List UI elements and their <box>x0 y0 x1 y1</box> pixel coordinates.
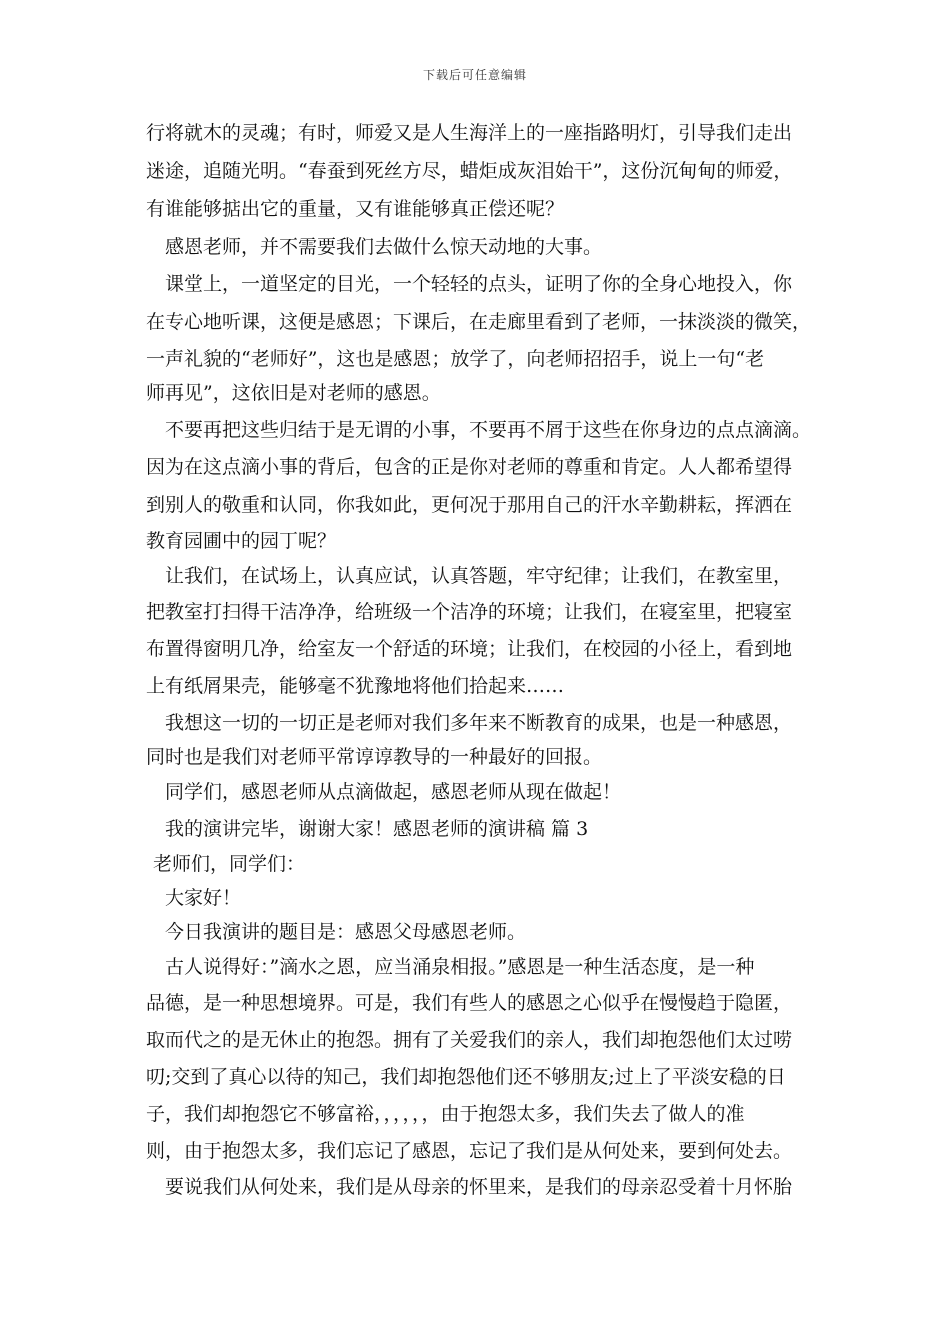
text-line: 教育园圃中的园丁呢？ <box>146 530 337 552</box>
text-line: 有谁能够掂出它的重量，又有谁能够真正偿还呢？ <box>146 198 565 220</box>
text-line: 让我们，在试场上，认真应试，认真答题，牢守纪律；让我们，在教室里， <box>165 565 793 587</box>
text-line: 我想这一切的一切正是老师对我们多年来不断教育的成果，也是一种感恩， <box>165 712 793 734</box>
text-line: 取而代之的是无休止的抱怨。拥有了关爱我们的亲人，我们却抱怨他们太过唠 <box>146 1029 793 1051</box>
text-line: 把教室打扫得干洁净净，给班级一个洁净的环境；让我们，在寝室里，把寝室 <box>146 601 793 623</box>
text-line: 布置得窗明几净，给室友一个舒适的环境；让我们，在校园的小径上，看到地 <box>146 638 793 660</box>
text-line: 同时也是我们对老师平常谆谆教导的一种最好的回报。 <box>146 746 603 768</box>
text-line: 一声礼貌的“老师好”，这也是感恩；放学了，向老师招招手，说上一句“老 <box>146 348 765 370</box>
text-line: 不要再把这些归结于是无谓的小事，不要再不屑于这些在你身边的点点滴滴。 <box>165 419 812 441</box>
text-line: 师再见”，这依旧是对老师的感恩。 <box>146 382 441 404</box>
text-line: 在专心地听课，这便是感恩；下课后，在走廊里看到了老师，一抹淡淡的微笑， <box>146 311 812 333</box>
text-line: 因为在这点滴小事的背后，包含的正是你对老师的尊重和肯定。人人都希望得 <box>146 456 793 478</box>
text-line: 要说我们从何处来，我们是从母亲的怀里来，是我们的母亲忍受着十月怀胎 <box>165 1176 793 1198</box>
text-line: 老师们，同学们： <box>153 853 306 875</box>
page-header-note: 下载后可任意编辑 <box>422 68 527 82</box>
text-line: 品德，是一种思想境界。可是，我们有些人的感恩之心似乎在慢慢趋于隐匿， <box>146 992 793 1014</box>
text-line: 子，我们却抱怨它不够富裕，，，，，，由于抱怨太多，我们失去了做人的准 <box>146 1103 745 1125</box>
text-line: 到别人的敬重和认同，你我如此，更何况于那用自己的汗水辛勤耕耘，挥洒在 <box>146 494 793 516</box>
text-line: 大家好！ <box>165 887 242 909</box>
text-line: 古人说得好：”滴水之恩，应当涌泉相报。”感恩是一种生活态度，是一种 <box>165 956 755 978</box>
text-line: 行将就木的灵魂；有时，师爱又是人生海洋上的一座指路明灯，引导我们走出 <box>146 122 793 144</box>
text-line: 今日我演讲的题目是：感恩父母感恩老师。 <box>165 921 527 943</box>
text-line: 我的演讲完毕，谢谢大家！感恩老师的演讲稿 篇 3 <box>165 818 589 840</box>
text-line: 叨;交到了真心以待的知己，我们却抱怨他们还不够朋友;过上了平淡安稳的日 <box>146 1066 786 1088</box>
text-line: 同学们，感恩老师从点滴做起，感恩老师从现在做起！ <box>165 781 622 803</box>
text-line: 则，由于抱怨太多，我们忘记了感恩，忘记了我们是从何处来，要到何处去。 <box>146 1140 793 1162</box>
text-line: 上有纸屑果壳，能够毫不犹豫地将他们拾起来…… <box>146 675 565 697</box>
text-line: 感恩老师，并不需要我们去做什么惊天动地的大事。 <box>165 236 603 258</box>
text-line: 迷途，追随光明。“春蚕到死丝方尽，蜡炬成灰泪始干”，这份沉甸甸的师爱， <box>146 160 793 182</box>
text-line: 课堂上，一道坚定的目光，一个轻轻的点头，证明了你的全身心地投入，你 <box>165 273 793 295</box>
